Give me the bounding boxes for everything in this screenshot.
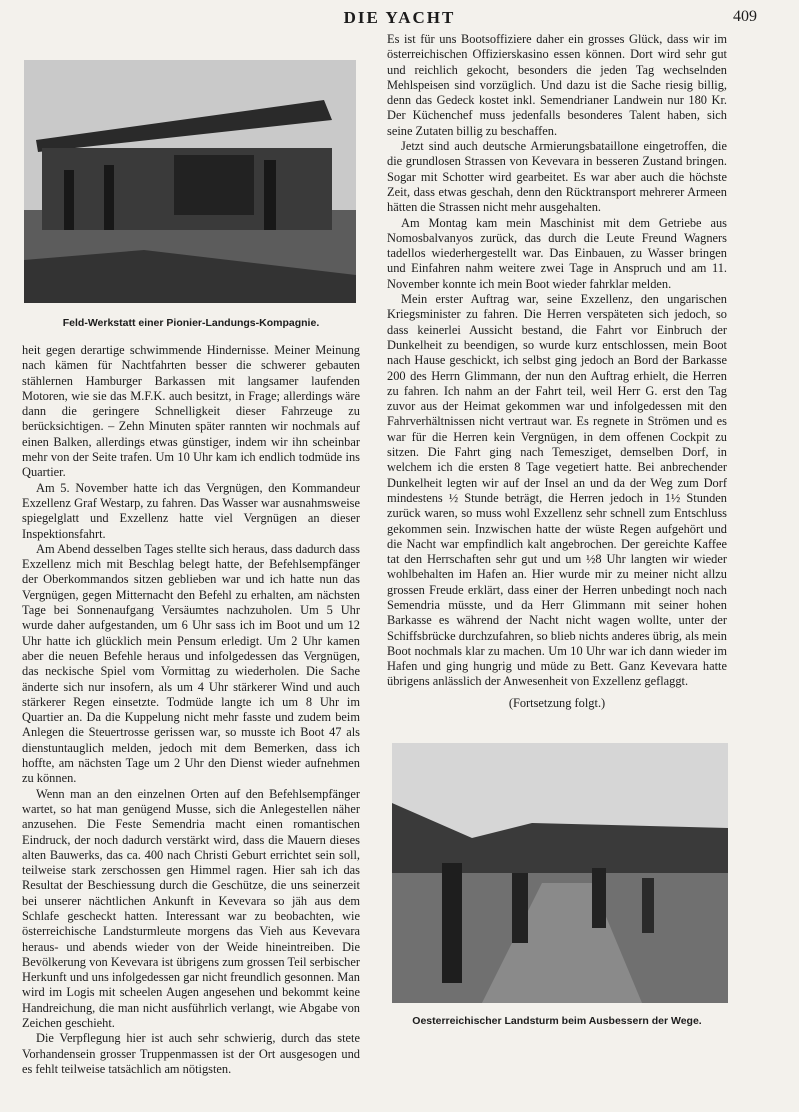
left-paragraph: Am Abend desselben Tages stellte sich heraus, dass dadurch dass Exzellenz mich mit Beschlag belegt hatte, der Befehlsempfänger der Oberkommandos sitzen geblieben war und ich hatte nun das Vergnügen, gegen Mitternacht den Befehl zu erhalten, am nächsten Tage bei Sonnenaufgang Versäumtes nachzuholen. Um 5 Uhr wurde daher aufgestanden, um 6 Uhr sass ich im Boot und um 12 Uhr hatte ich glücklich mein Pensum erledigt. Um 2 Uhr kamen aber die neuen Befehle heraus und infolgedessen das Vergnügen, das neckische Spiel vom Vormittag zu wiederholen. Die Sache änderte sich nur insofern, als um 4 Uhr stärkerer Wind und auch stärkerer Regen einsetzte. Todmüde langte ich um 8 Uhr im Quartier an. Da die Kuppelung nicht mehr fasste und zudem beim Anlegen die Steuertrosse gerissen war, so musste ich Boot 47 als dienstuntauglich melden, jedoch mit dem Bemerken, dass ich hoffte, am nächsten Tage um 2 Uhr den Dienst wieder aufnehmen zu können. [22, 541, 360, 786]
workshop-photo [24, 60, 356, 303]
right-paragraph: Mein erster Auftrag war, seine Exzellenz, den ungarischen Kriegsminister zu fahren. Die Herren verspäteten sich jedoch, so dass keinerlei Aussicht bestand, die Fahrt vor Einbruch der Dunkelheit zu beendigen, so wurde kurz entschlossen, mein Boot nach Hause geschickt, ich selbst ging jedoch an Bord der Barkasse 200 des Herrn Glimmann, der nun den Auftrag erhielt, die Herren zu fahren. Ich nahm an der Fahrt teil, weil Herr G. erst den Tag zuvor aus der Heimat gekommen war und infolgedessen mit den Fahrverhältnissen nicht vertraut war. Es regnete in Strömen und es war für die Herren kein Vergnügen, in dem offenen Cockpit zu sitzen. Die Fahrt ging nach Temesziget, demselben Dorf, in welchem ich die ersten 8 Tage vegetiert hatte. Bei anbrechender Dunkelheit legten wir auf der Insel an und da der Weg zum Dorf mindestens ½ Stunde beträgt, die Herren jedoch in 1½ Stunden zurück waren, so muss wohl Exzellenz sehr schnell zum Entschluss gekommen sein. Inzwischen hatte der wüste Regen aufgehört und die Nacht war empfindlich kalt angebrochen. Der gereichte Kaffee tat den Herrschaften sehr gut und um ½8 Uhr langten wir wieder wohlbehalten im Hafen an. Hier wurde mir zu meiner nicht allzu grossen Freude erklärt, dass einer der Herren unbedingt noch nach Semendria müsste, und da Herr Glimmann mit seiner hohen Barkasse es während der Nacht nicht wagen wollte, unter der Schiffsbrücke durchzufahren, so blieb nichts anderes übrig, als mein Boot nochmals klar zu machen. Um 10 Uhr war ich dann wieder im Hafen und ging hungrig und müde zu Bett. Ganz Kevevara hatte übrigens anlässlich der Anwesenheit von Exzellenz geflaggt. [387, 292, 727, 689]
left-paragraph: Am 5. November hatte ich das Vergnügen, den Kommandeur Exzellenz Graf Westarp, zu fahren. Das Wasser war ausnahmsweise spiegelglatt und Exzellenz hatte viel Vergnügen an dieser Inspektionsfahrt. [22, 480, 360, 541]
right-paragraph: Jetzt sind auch deutsche Armierungsbataillone eingetroffen, die die grundlosen Strassen von Kevevara in besseren Zustand bringen. Sogar mit Schotter wird gearbeitet. Es war aber auch die höchste Zeit, dass etwas geschah, denn den Rücktransport mehrerer Armeen hätten die Strassen nicht mehr ausgehalten. [387, 139, 727, 215]
landsturm-photo [392, 743, 728, 1003]
right-paragraph: Es ist für uns Bootsoffiziere daher ein grosses Glück, dass wir im österreichischen Offizierskasino essen können. Dort wird sehr gut und reichlich gekocht, besonders die jeden Tag wechselnden Mehlspeisen sind vorzüglich. Und dazu ist die Sache riesig billig, denn das Gedeck kostet inkl. Semendrianer Landwein nur 180 Kr. Der Küchenchef muss jedenfalls besonderes Talent haben, sich seine Zutaten billig zu beschaffen. [387, 32, 727, 138]
page-number: 409 [733, 8, 757, 25]
landsturm-photo-illustration [392, 743, 728, 1003]
left-column [22, 60, 360, 1077]
bottom-figure-caption: Oesterreichischer Landsturm beim Ausbessern der Wege. [412, 1014, 702, 1027]
left-paragraph: heit gegen derartige schwimmende Hindernisse. Meiner Meinung nach kämen für Nachtfahrten besser die schwerer gebauten stählernen Hamburger Barkassen mit langsamer laufenden Motoren, wie sie das M.F.K. auch besitzt, in Frage; allerdings wäre dann die geringere Schnelligkeit dieser Fahrzeuge zu berücksichtigen. – Zehn Minuten später rannten wir nochmals auf einen Balken, allerdings etwas günstiger, indem wir ihn scheinbar mehr von der Seite trafen. Um 10 Uhr kam ich endlich todmüde ins Quartier. [22, 343, 360, 480]
left-paragraph: Die Verpflegung hier ist auch sehr schwierig, durch das stete Vorhandensein grosser Truppenmassen ist der Ort ausgesogen und es fehlt teilweise tatsächlich am nötigsten. [22, 1031, 360, 1076]
page-header-title: DIE YACHT [343, 8, 456, 27]
workshop-photo-illustration [24, 60, 356, 303]
continued-note: (Fortsetzung folgt.) [508, 695, 606, 710]
top-figure-caption: Feld-Werkstatt einer Pionier-Landungs-Kompagnie. [62, 317, 320, 329]
right-column [387, 32, 727, 1041]
right-paragraph: Am Montag kam mein Maschinist mit dem Getriebe aus Nomosbalvanyos zurück, das durch die Leute Freund Wagners tadellos wiederhergestellt war. Das Einbauen, zu Wasser bringen und Einfahren nahm weitere zwei Tage in Anspruch und am 11. November konnte ich mein Boot wieder fahrklar melden. [387, 215, 727, 291]
left-paragraph: Wenn man an den einzelnen Orten auf den Befehlsempfänger wartet, so hat man genügend Musse, sich die Anlegestellen näher anzusehen. Die Feste Semendria macht einen romantischen Eindruck, der noch dadurch verstärkt wird, dass die Mauern dieses alten Bauwerks, das ca. 400 nach Christi Geburt errichtet sein soll, teilweise stark zerschossen gen Himmel ragen. Hier sah ich das Resultat der Beschiessung durch die Geschütze, die uns seinerzeit bei unserer nächtlichen Ankunft in Kevevara so jäh aus dem Schlafe gescheckt hatten. Interessant war zu beobachten, wie österreichische Landsturmleute morgens das Vieh aus Kevevara heraus- und abends wieder von der Weide hineintreiben. Die Bevölkerung von Kevevara ist übrigens zum grossen Teil serbischer Herkunft und uns infolgedessen gar nicht freundlich gesonnen. Man wird im Logis mit scheelen Augen angesehen und bekommt keine Handreichung, die man nicht ausführlich verlangt, wie Abgabe von Zeichen geschieht. [22, 786, 360, 1031]
